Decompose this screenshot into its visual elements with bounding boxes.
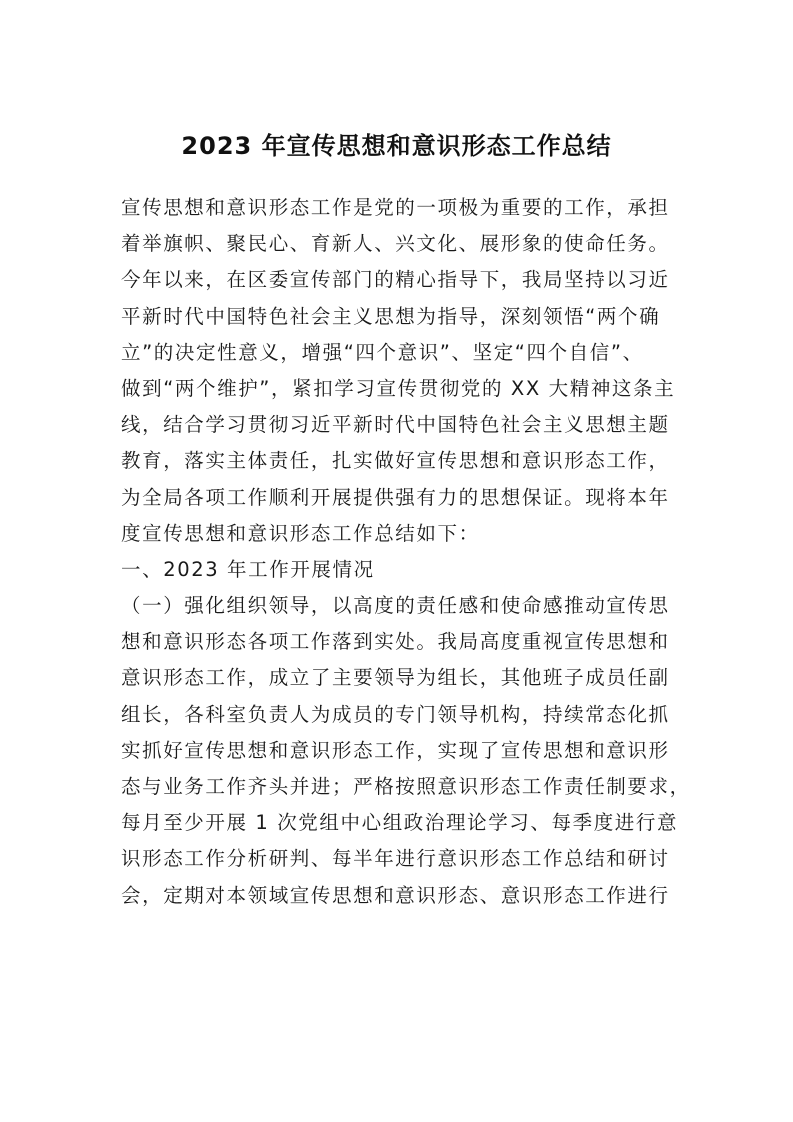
body-line: 每月至少开展 1 次党组中心组政治理论学习、每季度进行意 xyxy=(121,811,679,835)
section-heading: 一、2023 年工作开展情况 xyxy=(121,557,375,581)
body-line: 组长，各科室负责人为成员的专门领导机构，持续常态化抓 xyxy=(121,702,670,726)
document-title: 2023 年宣传思想和意识形态工作总结 xyxy=(181,132,612,160)
body-line: 识形态工作分析研判、每半年进行意识形态工作总结和研讨 xyxy=(121,847,670,871)
body-line: 今年以来，在区委宣传部门的精心指导下，我局坚持以习近 xyxy=(121,268,670,292)
body-line: 着举旗帜、聚民心、育新人、兴文化、展形象的使命任务。 xyxy=(121,232,670,256)
body-line: 平新时代中国特色社会主义思想为指导，深刻领悟“两个确 xyxy=(121,304,661,328)
body-line: 实抓好宣传思想和意识形态工作，实现了宣传思想和意识形 xyxy=(121,738,670,762)
body-line: 做到“两个维护”，紧扣学习宣传贯彻党的 XX 大精神这条主 xyxy=(121,376,676,400)
body-line: 想和意识形态各项工作落到实处。我局高度重视宣传思想和 xyxy=(121,630,670,654)
body-line: 教育，落实主体责任，扎实做好宣传思想和意识形态工作， xyxy=(121,449,670,473)
body-line: 宣传思想和意识形态工作是党的一项极为重要的工作，承担 xyxy=(121,196,670,219)
body-line: 态与业务工作齐头并进；严格按照意识形态工作责任制要求， xyxy=(121,775,691,798)
body-line: 度宣传思想和意识形态工作总结如下： xyxy=(121,521,480,545)
body-line: 为全局各项工作顺利开展提供强有力的思想保证。现将本年 xyxy=(121,485,670,509)
body-line: （一）强化组织领导，以高度的责任感和使命感推动宣传思 xyxy=(121,594,670,618)
body-line: 会，定期对本领域宣传思想和意识形态、意识形态工作进行 xyxy=(121,883,670,907)
body-line: 意识形态工作，成立了主要领导为组长，其他班子成员任副 xyxy=(121,666,670,690)
body-line: 线，结合学习贯彻习近平新时代中国特色社会主义思想主题 xyxy=(121,413,670,437)
body-line: 立”的决定性意义，增强“四个意识”、坚定“四个自信”、 xyxy=(121,340,644,364)
document-body xyxy=(121,190,691,914)
